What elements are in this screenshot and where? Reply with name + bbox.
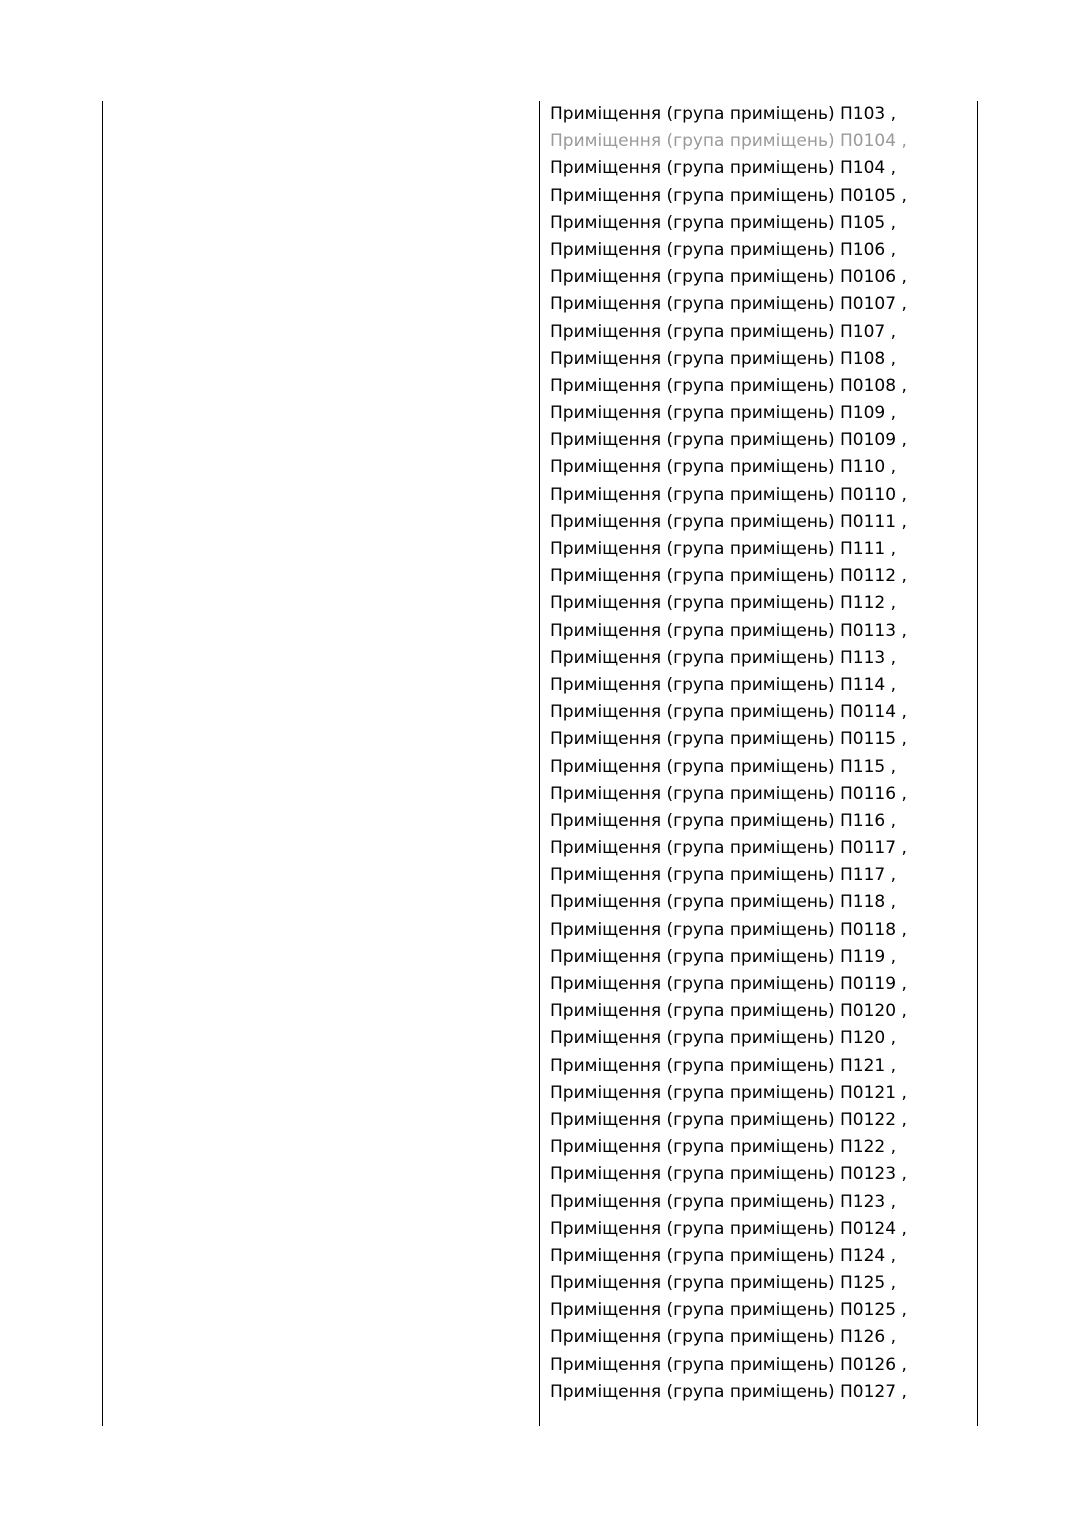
list-item: Приміщення (група приміщень) П0123 , <box>550 1164 907 1185</box>
list-item: Приміщення (група приміщень) П118 , <box>550 892 897 913</box>
list-item: Приміщення (група приміщень) П106 , <box>550 239 897 260</box>
list-item: Приміщення (група приміщень) П119 , <box>550 946 897 967</box>
list-item: Приміщення (група приміщень) П126 , <box>550 1327 897 1348</box>
list-item: Приміщення (група приміщень) П0110 , <box>550 484 907 505</box>
list-item: Приміщення (група приміщень) П0105 , <box>550 185 907 206</box>
list-item: Приміщення (група приміщень) П124 , <box>550 1245 897 1266</box>
list-item: Приміщення (група приміщень) П0114 , <box>550 702 907 723</box>
list-item: Приміщення (група приміщень) П123 , <box>550 1191 897 1212</box>
list-item: Приміщення (група приміщень) П0113 , <box>550 620 907 641</box>
list-item: Приміщення (група приміщень) П0107 , <box>550 294 907 315</box>
list-item: Приміщення (група приміщень) П107 , <box>550 321 897 342</box>
list-item: Приміщення (група приміщень) П109 , <box>550 403 897 424</box>
list-item: Приміщення (група приміщень) П0121 , <box>550 1082 907 1103</box>
list-item: Приміщення (група приміщень) П104 , <box>550 158 897 179</box>
list-item: Приміщення (група приміщень) П113 , <box>550 647 897 668</box>
table-cell-left <box>103 101 539 1426</box>
list-item: Приміщення (група приміщень) П0124 , <box>550 1218 907 1239</box>
table-border-right <box>977 101 978 1426</box>
list-item: Приміщення (група приміщень) П0120 , <box>550 1001 907 1022</box>
table-cell-right <box>540 101 977 1426</box>
list-item: Приміщення (група приміщень) П125 , <box>550 1273 897 1294</box>
list-item: Приміщення (група приміщень) П0117 , <box>550 838 907 859</box>
list-item: Приміщення (група приміщень) П0118 , <box>550 919 907 940</box>
list-item: Приміщення (група приміщень) П111 , <box>550 539 897 559</box>
list-item: Приміщення (група приміщень) П0127 , <box>550 1381 907 1402</box>
list-item: Приміщення (група приміщень) П117 , <box>550 865 897 886</box>
list-item: Приміщення (група приміщень) П0116 , <box>550 783 907 804</box>
list-item: Приміщення (група приміщень) П110 , <box>550 457 897 478</box>
list-item: Приміщення (група приміщень) П112 , <box>550 593 897 614</box>
list-item: Приміщення (група приміщень) П116 , <box>550 810 897 831</box>
list-item: Приміщення (група приміщень) П0112 , <box>550 566 907 587</box>
list-item: Приміщення (група приміщень) П115 , <box>550 756 897 777</box>
list-item: Приміщення (група приміщень) П108 , <box>550 348 897 369</box>
list-item: Приміщення (група приміщень) П0109 , <box>550 430 907 451</box>
property-table <box>103 101 977 1426</box>
list-item: Приміщення (група приміщень) П120 , <box>550 1028 897 1049</box>
list-item: Приміщення (група приміщень) П121 , <box>550 1055 897 1076</box>
list-item: Приміщення (група приміщень) П0111 , <box>550 511 907 532</box>
list-item: Приміщення (група приміщень) П114 , <box>550 674 897 695</box>
list-item: Приміщення (група приміщень) П0122 , <box>550 1109 907 1130</box>
list-item: Приміщення (група приміщень) П103 , <box>550 104 897 124</box>
list-item: Приміщення (група приміщень) П0125 , <box>550 1300 907 1321</box>
list-item: Приміщення (група приміщень) П122 , <box>550 1137 897 1158</box>
list-item: Приміщення (група приміщень) П105 , <box>550 212 897 233</box>
list-item: Приміщення (група приміщень) П0126 , <box>550 1354 907 1375</box>
list-item: Приміщення (група приміщень) П0104 , <box>550 131 907 152</box>
list-item: Приміщення (група приміщень) П0108 , <box>550 375 907 396</box>
room-list <box>550 101 907 1406</box>
list-item: Приміщення (група приміщень) П0106 , <box>550 267 907 288</box>
list-item: Приміщення (група приміщень) П0115 , <box>550 729 907 750</box>
list-item: Приміщення (група приміщень) П0119 , <box>550 974 907 994</box>
